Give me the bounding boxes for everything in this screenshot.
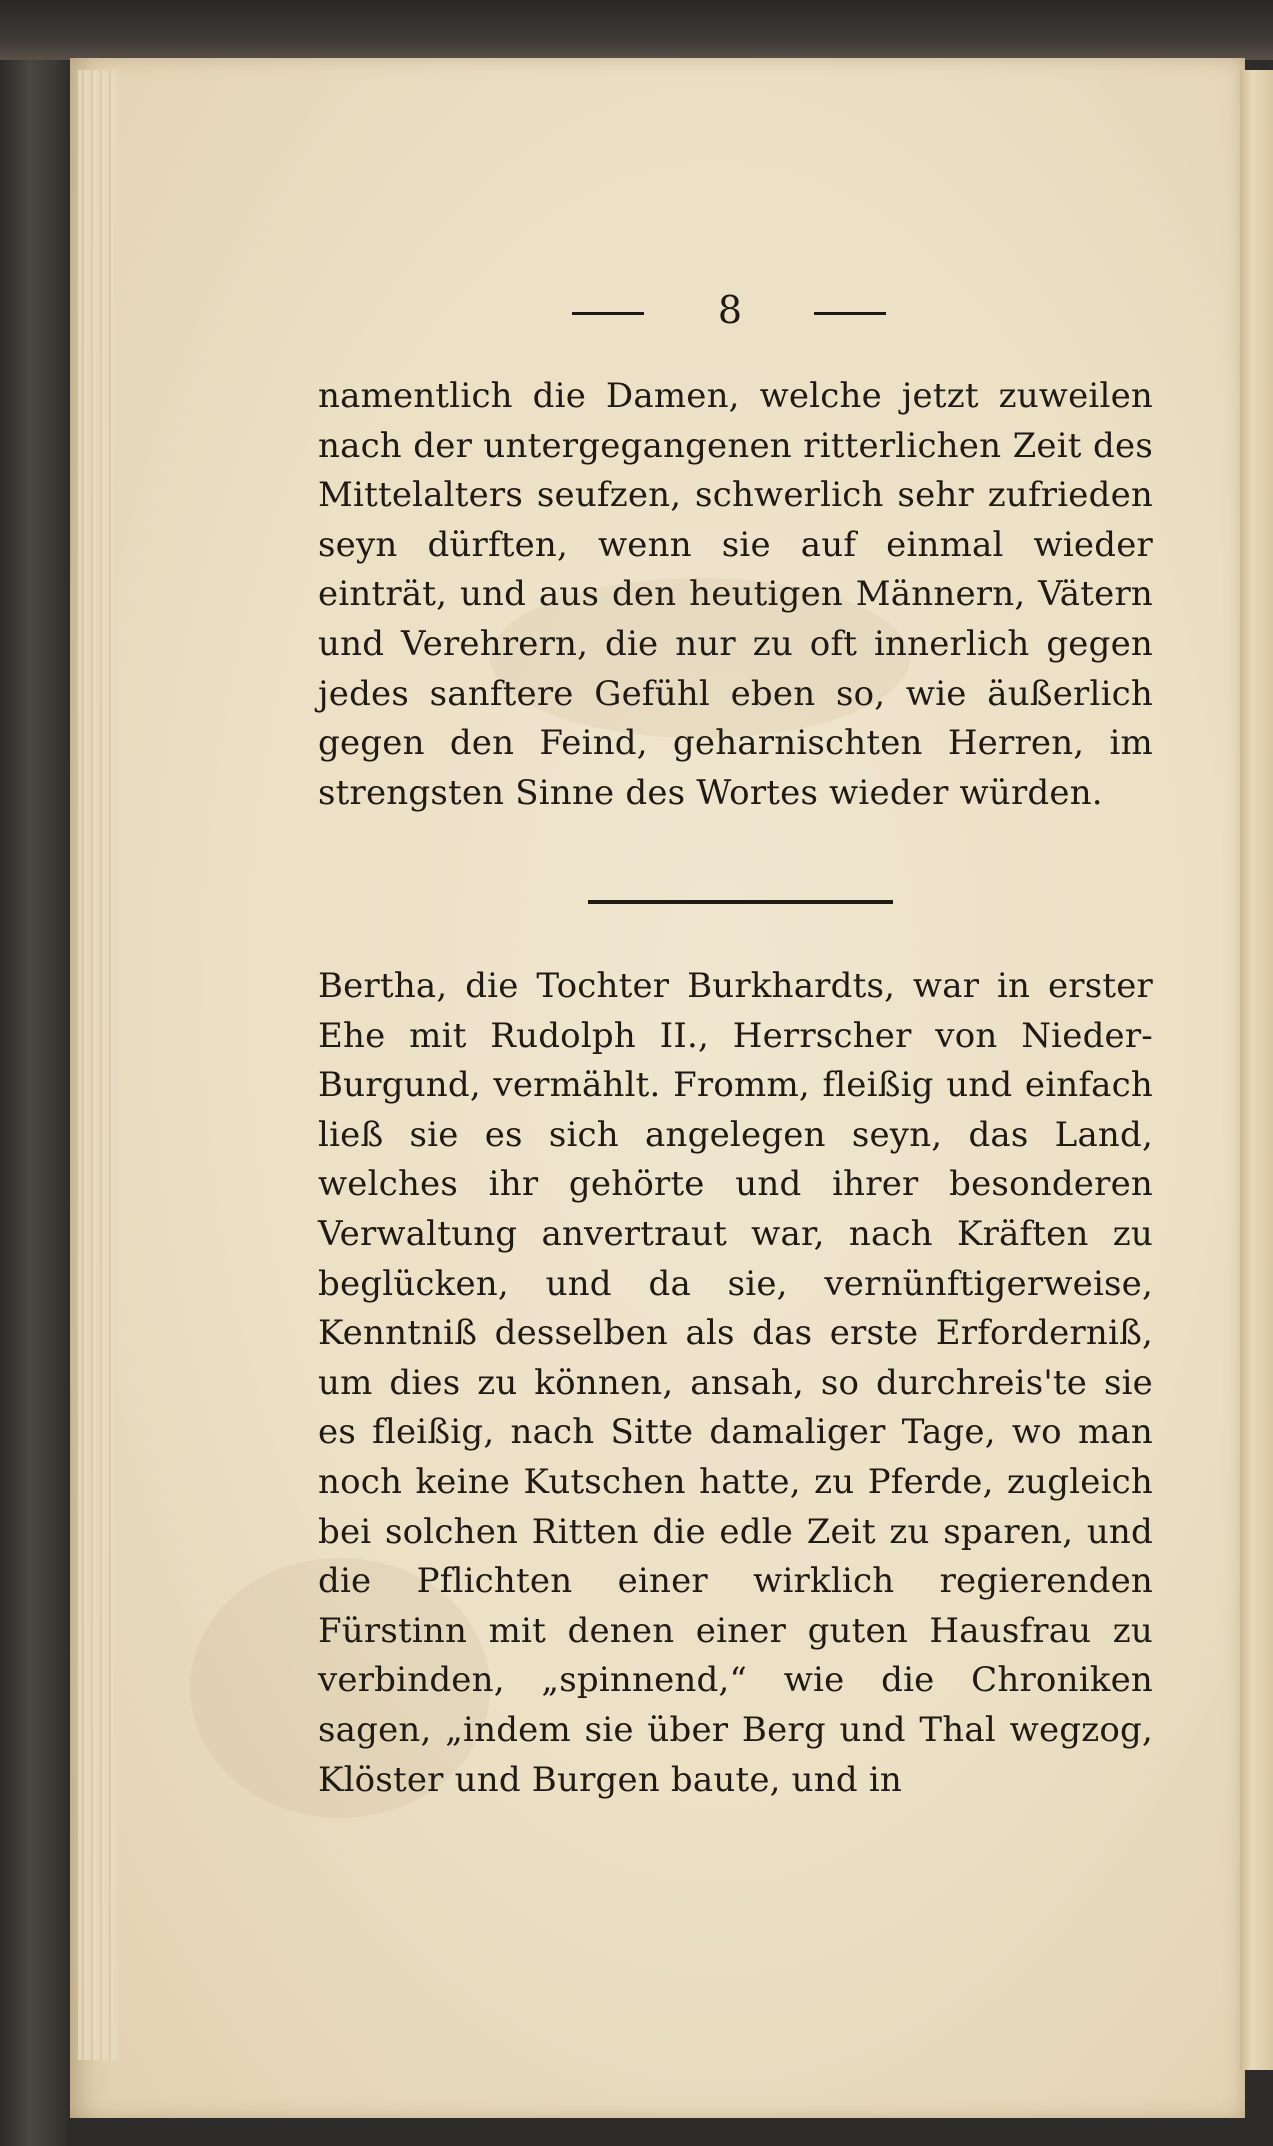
paragraph-1-text: namentlich die Damen, welche jetzt zuweilen nach der untergegangenen ritterlichen Zeit des Mittelalters seufzen, schwerlich sehr zufrieden seyn dürften, wenn sie auf einmal wieder einträt, und aus den heutigen Männern, Vätern und Verehrern, die nur zu oft innerlich gegen jedes sanftere Gefühl eben so, wie äußerlich gegen den Feind, geharnischten Herren, im strengsten Sinne des Wortes wieder würden. — [318, 376, 1153, 813]
header-dash-right — [814, 312, 886, 315]
facing-page-edge — [1240, 70, 1273, 2070]
paragraph-2-text: Bertha, die Tochter Burkhardts, war in erster Ehe mit Rudolph II., Herrscher von Nieder-Burgund, vermählt. Fromm, fleißig und einfach ließ sie es sich angelegen seyn, das Land, welches ihr gehörte und ihrer besonderen Verwaltung anvertraut war, nach Kräften zu beglücken, und da sie, vernünftigerweise, Kenntniß desselben als das erste Erforderniß, um dies zu können, ansah, so durchreis'te sie es fleißig, nach Sitte damaliger Tage, wo man noch keine Kutschen hatte, zu Pferde, zugleich bei solchen Ritten die edle Zeit zu sparen, und die Pflichten einer wirklich regierenden Fürstinn mit denen einer guten Hausfrau zu verbinden, „spinnend,“ wie die Chroniken sagen, „indem sie über Berg und Thal wegzog, Klöster und Burgen baute, und in — [318, 966, 1153, 1800]
page-number: 8 — [717, 288, 743, 332]
book-cover-top-edge — [0, 0, 1273, 60]
paragraph-2 — [318, 962, 1153, 1805]
header-dash-left — [572, 312, 644, 315]
paragraph-1 — [318, 372, 1153, 818]
section-divider — [588, 900, 893, 904]
page-header — [560, 288, 890, 332]
page-stack-edges — [78, 70, 118, 2060]
